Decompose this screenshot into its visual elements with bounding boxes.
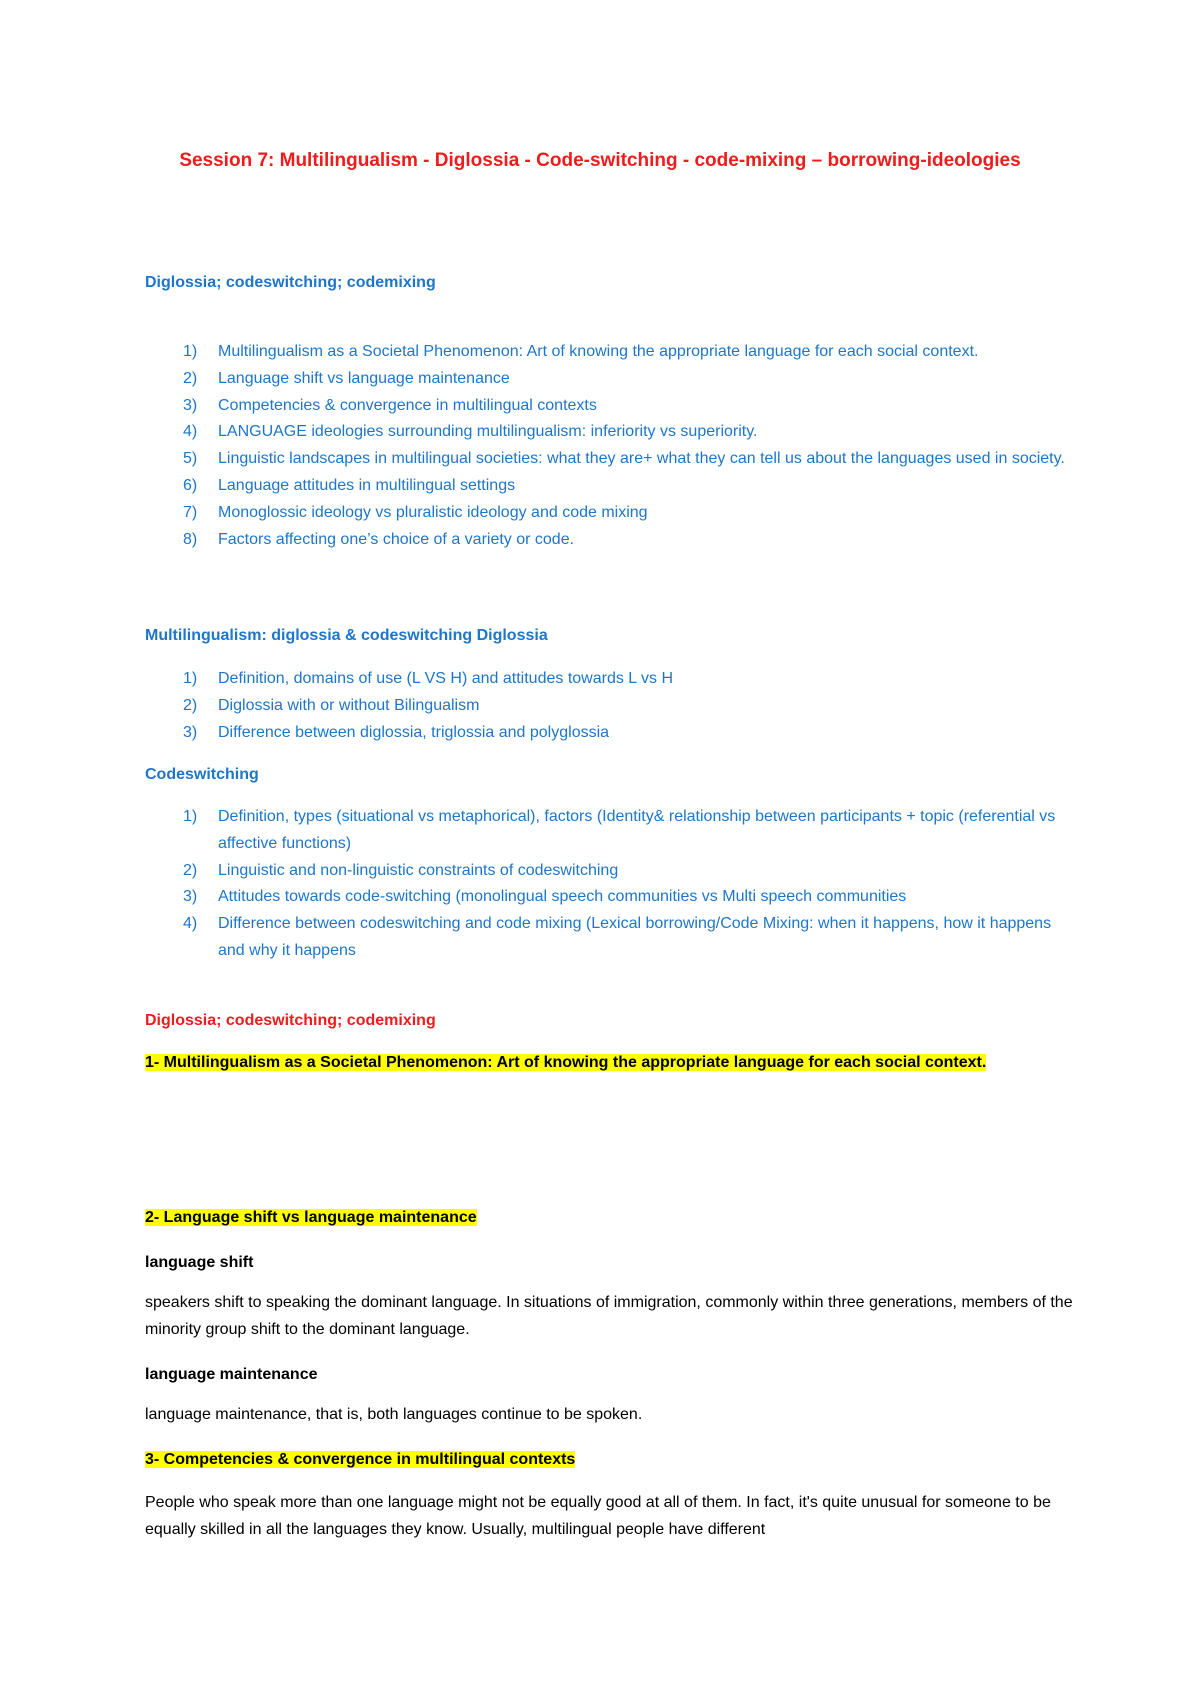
section-heading-diglossia: Diglossia; codeswitching; codemixing	[145, 274, 436, 291]
highlighted-heading-2: 2- Language shift vs language maintenance	[145, 1209, 477, 1226]
list-item: 3) Competencies & convergence in multilingual contexts	[183, 396, 597, 414]
body-red-heading: Diglossia; codeswitching; codemixing	[145, 1012, 436, 1029]
highlighted-heading-1: 1- Multilingualism as a Societal Phenomenon: Art of knowing the appropriate language for each social context.	[145, 1054, 987, 1071]
list-item: 3) Attitudes towards code-switching (monolingual speech communities vs Multi speech communities	[183, 888, 907, 906]
page-title: Session 7: Multilingualism - Diglossia - Code-switching - code-mixing – borrowing-ideologies	[179, 150, 1021, 171]
label-language-maintenance: language maintenance	[145, 1366, 318, 1383]
list-item: 2) Language shift vs language maintenance	[183, 369, 510, 387]
list-item: 4) Difference between codeswitching and code mixing (Lexical borrowing/Code Mixing: when it happens, how it happens and why it happens	[183, 915, 1052, 959]
outline-list-codeswitching	[145, 804, 1065, 965]
list-item: 1) Definition, types (situational vs metaphorical), factors (Identity& relationship between participants + topic (referential vs affective functions)	[183, 808, 1056, 852]
list-item: 3) Difference between diglossia, triglossia and polyglossia	[183, 723, 610, 741]
list-item: 2) Linguistic and non-linguistic constraints of codeswitching	[183, 861, 619, 879]
paragraph-competencies: People who speak more than one language might not be equally good at all of them. In fact, it's quite unusual for someone to be equally skilled in all the languages they know. Usually, multilingual people have different	[145, 1494, 1051, 1538]
list-item: 5) Linguistic landscapes in multilingual societies: what they are+ what they can tell us about the languages used in society.	[183, 450, 1065, 468]
list-item: 1) Definition, domains of use (L VS H) and attitudes towards L vs H	[183, 670, 674, 687]
outline-list-diglossia	[145, 339, 1065, 553]
list-item: 7) Monoglossic ideology vs pluralistic ideology and code mixing	[183, 503, 648, 521]
list-item: 8) Factors affecting one’s choice of a variety or code.	[183, 530, 575, 548]
outline-list-multilingualism	[145, 666, 1065, 746]
list-item: 1) Multilingualism as a Societal Phenomenon: Art of knowing the appropriate language for each social context.	[183, 343, 979, 360]
highlighted-heading-3: 3- Competencies & convergence in multilingual contexts	[145, 1451, 576, 1468]
section-heading-codeswitching: Codeswitching	[145, 766, 259, 783]
label-language-shift: language shift	[145, 1254, 254, 1271]
paragraph-language-maintenance: language maintenance, that is, both languages continue to be spoken.	[145, 1406, 643, 1423]
list-item: 4) LANGUAGE ideologies surrounding multilingualism: inferiority vs superiority.	[183, 423, 758, 441]
paragraph-language-shift: speakers shift to speaking the dominant language. In situations of immigration, commonly within three generations, members of the minority group shift to the dominant language.	[145, 1294, 1073, 1338]
list-item: 2) Diglossia with or without Bilingualism	[183, 696, 480, 714]
list-item: 6) Language attitudes in multilingual settings	[183, 476, 516, 494]
section-heading-multilingualism: Multilingualism: diglossia & codeswitching Diglossia	[145, 627, 548, 644]
